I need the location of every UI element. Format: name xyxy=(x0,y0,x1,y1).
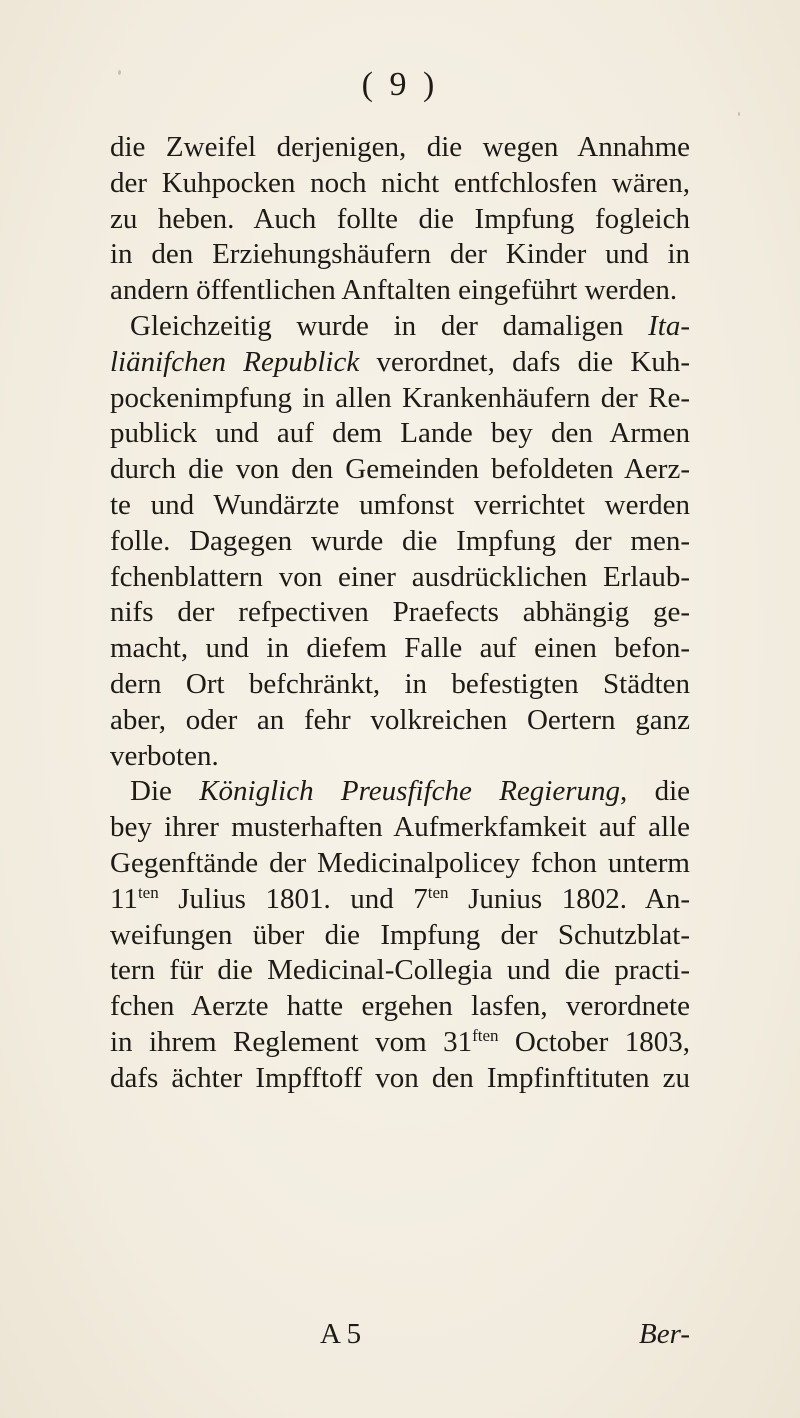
text-line xyxy=(110,595,690,631)
text-run: der Kuhpocken noch nicht entfchlosfen wären, xyxy=(110,166,690,199)
text-run: fchen Aerzte hatte ergehen lasfen, verordnete xyxy=(110,990,690,1023)
text-line xyxy=(110,882,690,918)
italic-text: Ita- xyxy=(648,309,690,342)
text-run: Gegenftände der Medicinalpolicey fchon unterm xyxy=(110,846,690,879)
text-run: tern für die Medicinal-Collegia und die practi- xyxy=(110,954,690,987)
text-line xyxy=(110,703,690,739)
text-run: te und Wundärzte umfonst verrichtet werden xyxy=(110,488,690,521)
text-line xyxy=(110,345,690,381)
text-run: October 1803, xyxy=(498,1025,691,1058)
page-footer xyxy=(110,1318,690,1354)
catchword: Ber- xyxy=(639,1318,690,1350)
text-run: Junius 1802. An- xyxy=(448,882,690,915)
text-line xyxy=(110,130,690,166)
signature-mark: A 5 xyxy=(320,1318,362,1350)
text-run: fchenblattern von einer ausdrücklichen Erlaub- xyxy=(110,560,690,593)
text-line xyxy=(110,560,690,596)
text-line xyxy=(110,381,690,417)
text-run: 11 xyxy=(110,882,138,915)
text-run: Die xyxy=(130,775,200,808)
text-run: weifungen über die Impfung der Schutzblat- xyxy=(110,918,690,951)
text-run: verboten. xyxy=(110,739,219,772)
text-line xyxy=(110,237,690,273)
text-run: macht, und in diefem Falle auf einen befon- xyxy=(110,632,690,665)
text-line xyxy=(110,416,690,452)
text-line xyxy=(110,524,690,560)
text-line xyxy=(110,1061,690,1097)
text-run: publick und auf dem Lande bey den Armen xyxy=(110,417,690,450)
text-line xyxy=(110,452,690,488)
text-line xyxy=(110,953,690,989)
page-number: ( 9 ) xyxy=(361,66,439,103)
text-line xyxy=(110,810,690,846)
text-line xyxy=(110,273,690,309)
paper-speck xyxy=(118,70,121,75)
text-line xyxy=(110,1025,690,1061)
text-run: pockenimpfung in allen Krankenhäufern der Re- xyxy=(110,381,690,414)
italic-text: liänifchen Republick xyxy=(110,345,360,378)
italic-text: Königlich Preusfifche Regierung xyxy=(199,775,620,808)
text-run: verordnet, dafs die Kuh- xyxy=(359,345,690,378)
text-line xyxy=(110,739,690,775)
text-run: nifs der refpectiven Praefects abhängig ge- xyxy=(110,596,690,629)
text-run: in ihrem Reglement vom 31 xyxy=(110,1025,473,1058)
text-run: Julius 1801. und 7 xyxy=(158,882,428,915)
text-run: aber, oder an fehr volkreichen Oertern ganz xyxy=(110,703,690,736)
superscript: ten xyxy=(427,882,449,902)
superscript: ften xyxy=(472,1025,499,1045)
text-run: in den Erziehungshäufern der Kinder und in xyxy=(110,238,690,271)
text-run: bey ihrer musterhaften Aufmerkfamkeit auf alle xyxy=(110,811,690,844)
text-line xyxy=(110,846,690,882)
text-line xyxy=(110,309,690,345)
text-run: die Zweifel derjenigen, die wegen Annahme xyxy=(110,131,690,163)
superscript: ten xyxy=(137,882,159,902)
text-line xyxy=(110,488,690,524)
paper-speck xyxy=(738,112,740,116)
text-run: dern Ort befchränkt, in befestigten Städten xyxy=(110,667,690,700)
text-run: folle. Dagegen wurde die Impfung der men- xyxy=(110,524,690,557)
text-run: durch die von den Gemeinden befoldeten Aerz- xyxy=(110,453,690,486)
text-line xyxy=(110,989,690,1025)
text-line xyxy=(110,667,690,703)
text-run: dafs ächter Impfftoff von den Impfinftituten zu xyxy=(110,1061,690,1094)
text-line xyxy=(110,631,690,667)
text-run: zu heben. Auch follte die Impfung fogleich xyxy=(110,202,690,235)
text-line xyxy=(110,202,690,238)
text-run: Gleichzeitig wurde in der damaligen xyxy=(130,309,649,342)
text-line xyxy=(110,166,690,202)
text-line xyxy=(110,774,690,810)
text-line xyxy=(110,918,690,954)
body-text xyxy=(110,130,690,1097)
text-run: , die xyxy=(620,775,690,808)
text-run: andern öffentlichen Anftalten eingeführt werden. xyxy=(110,274,678,307)
